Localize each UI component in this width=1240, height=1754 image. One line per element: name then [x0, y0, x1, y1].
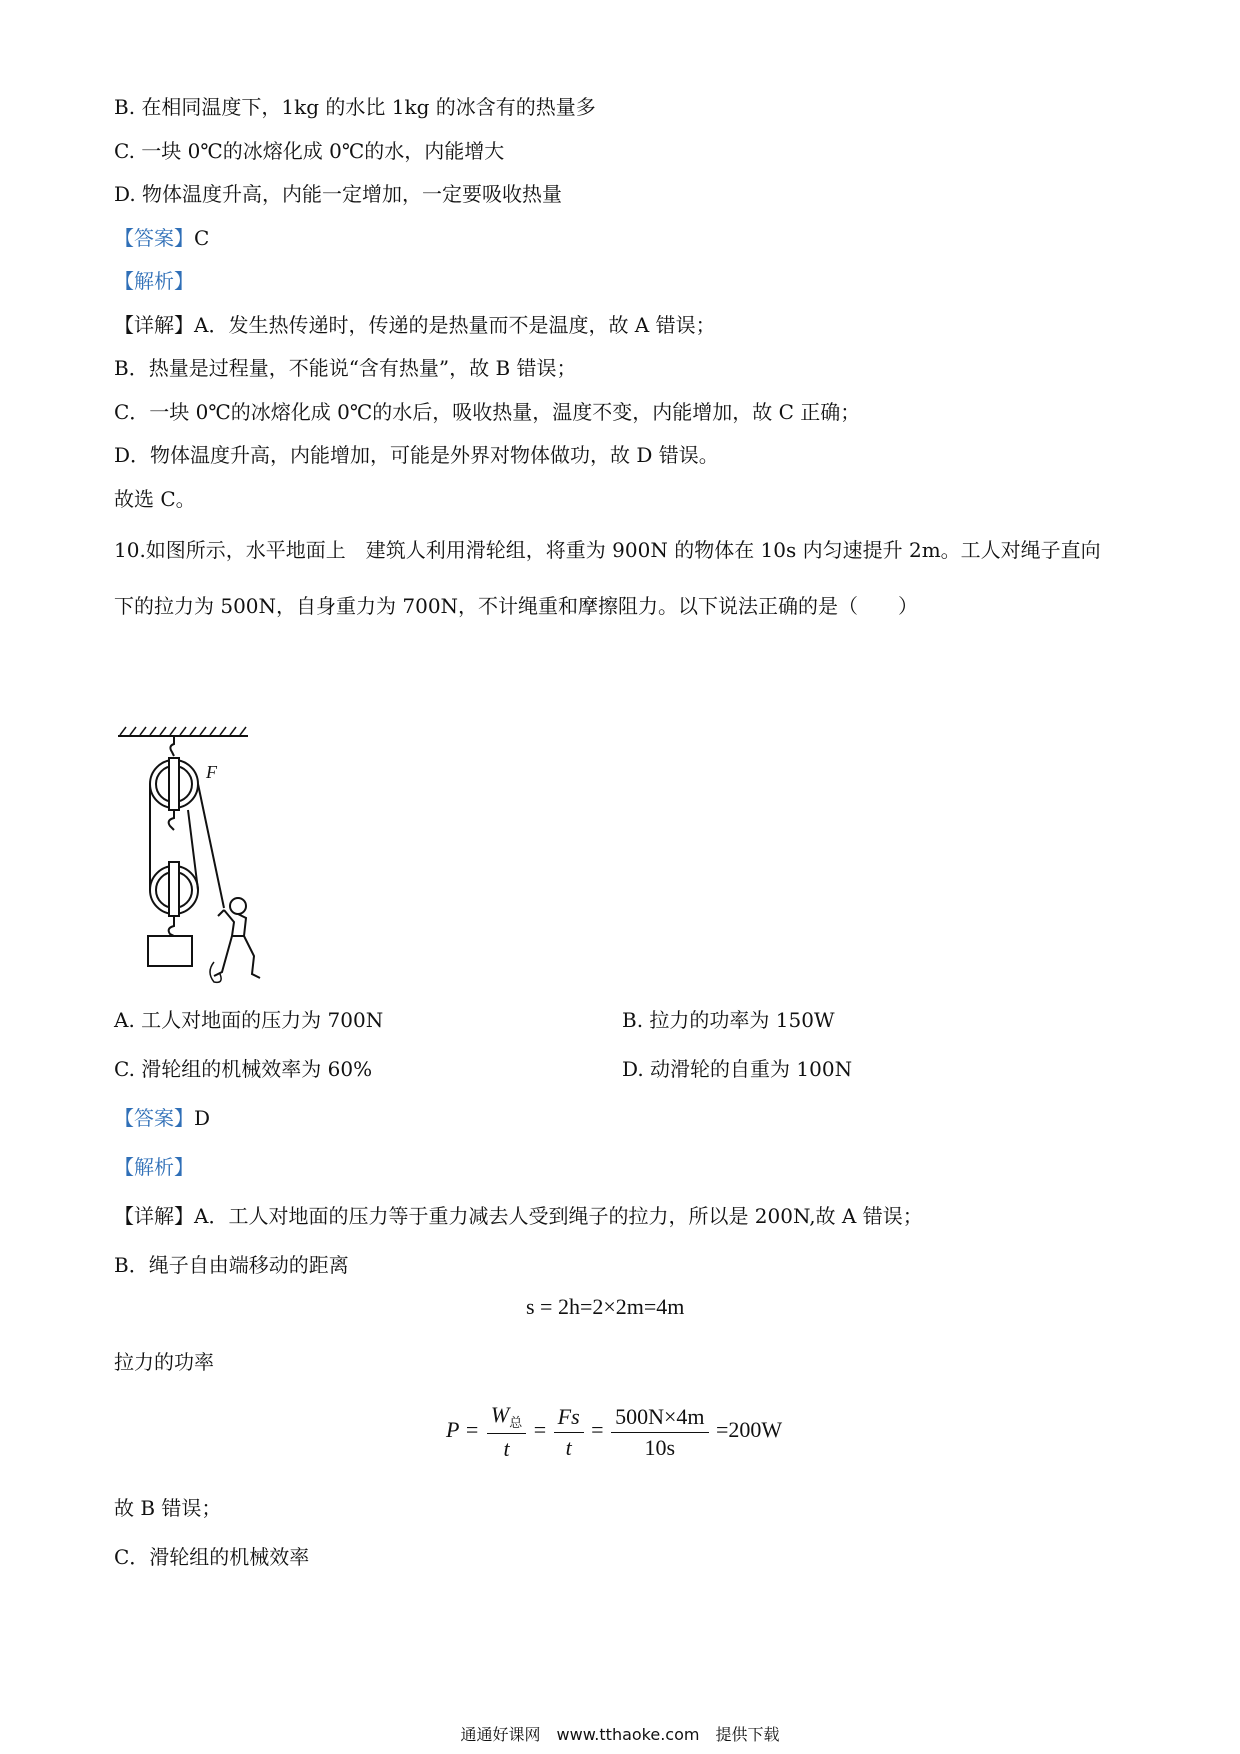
- t-symbol-2: t: [565, 1434, 572, 1460]
- b-conclusion: 故 B 错误；: [114, 1496, 222, 1520]
- q10-detail-b: B．绳子自由端移动的距离: [114, 1253, 349, 1277]
- load-block: [148, 936, 192, 966]
- fs-symbol: Fs: [554, 1402, 584, 1433]
- prev-detail-d: D．物体温度升高，内能增加，可能是外界对物体做功，故 D 错误。: [114, 443, 719, 467]
- prev-analysis-tag: [114, 267, 194, 295]
- prev-option-b: B. 在相同温度下，1kg 的水比 1kg 的冰含有的热量多: [114, 95, 596, 119]
- analysis-tag: 【解析】: [114, 269, 194, 293]
- power-label: 拉力的功率: [114, 1350, 214, 1374]
- worker-figure: [210, 898, 260, 982]
- answer-tag: 【答案】: [114, 1106, 194, 1130]
- rope-free: [198, 784, 224, 908]
- bottom-hook: [169, 916, 174, 936]
- prev-detail-c: C．一块 0℃的冰熔化成 0℃的水后，吸收热量，温度不变，内能增加，故 C 正确；: [114, 400, 861, 424]
- analysis-tag: 【解析】: [114, 1155, 194, 1179]
- power-result: =200W: [716, 1417, 783, 1443]
- detail-a-text: A．发生热传递时，传递的是热量而不是温度，故 A 错误；: [194, 313, 716, 337]
- power-lhs: P =: [446, 1417, 480, 1443]
- w-subscript: 总: [509, 1415, 523, 1430]
- detail-tag: 【详解】: [114, 1204, 194, 1228]
- middle-hook: [169, 810, 174, 830]
- q10-stem-line1: 10.如图所示，水平地面上 建筑人利用滑轮组，将重为 900N 的物体在 10s 内匀速提升 2m。工人对绳子直向: [114, 538, 1101, 562]
- equals-1: =: [533, 1417, 547, 1443]
- prev-detail-b: B．热量是过程量，不能说“含有热量”，故 B 错误；: [114, 356, 577, 380]
- answer-tag: 【答案】: [114, 226, 194, 250]
- rope-mid: [188, 810, 198, 890]
- top-hook: [170, 736, 174, 756]
- fraction-numeric: [611, 1402, 708, 1463]
- prev-detail-a: [114, 311, 716, 339]
- footer-watermark: 通通好课网 www.tthaoke.com 提供下载: [460, 1725, 780, 1744]
- pulley-figure: [110, 722, 290, 992]
- prev-answer: [114, 224, 209, 252]
- q10-option-d: D. 动滑轮的自重为 100N: [622, 1057, 853, 1081]
- answer-value: C: [194, 226, 210, 250]
- q10-detail-a: [114, 1202, 923, 1230]
- numeric-numerator: 500N×4m: [611, 1402, 708, 1433]
- equals-2: =: [591, 1417, 604, 1443]
- numeric-denominator: 10s: [644, 1434, 676, 1460]
- fraction-fs-t: [554, 1402, 584, 1463]
- detail-a-text: A．工人对地面的压力等于重力减去人受到绳子的拉力，所以是 200N,故 A 错误；: [194, 1204, 923, 1228]
- q10-option-c: C. 滑轮组的机械效率为 60%: [114, 1057, 373, 1081]
- prev-conclusion: 故选 C。: [114, 487, 196, 511]
- q10-option-a: A. 工人对地面的压力为 700N: [114, 1008, 384, 1032]
- formula-power: [446, 1400, 782, 1464]
- detail-tag: 【详解】: [114, 313, 194, 337]
- w-symbol: W: [490, 1402, 510, 1427]
- fraction-w-t: [487, 1400, 526, 1464]
- force-label: F: [206, 762, 217, 782]
- q10-answer: [114, 1104, 210, 1132]
- q10-option-b: B. 拉力的功率为 150W: [622, 1008, 835, 1032]
- answer-value: D: [194, 1106, 211, 1130]
- t-symbol-1: t: [503, 1436, 510, 1461]
- formula-distance: s = 2h=2×2m=4m: [526, 1294, 685, 1319]
- prev-option-c: C. 一块 0℃的冰熔化成 0℃的水，内能增大: [114, 139, 505, 163]
- q10-detail-c: C．滑轮组的机械效率: [114, 1545, 310, 1569]
- q10-analysis: [114, 1153, 194, 1181]
- q10-stem-line2: 下的拉力为 500N，自身重力为 700N，不计绳重和摩擦阻力。以下说法正确的是（ ）: [114, 594, 919, 618]
- ceiling-hatch: [120, 727, 246, 735]
- prev-option-d: D. 物体温度升高，内能一定增加，一定要吸收热量: [114, 182, 563, 206]
